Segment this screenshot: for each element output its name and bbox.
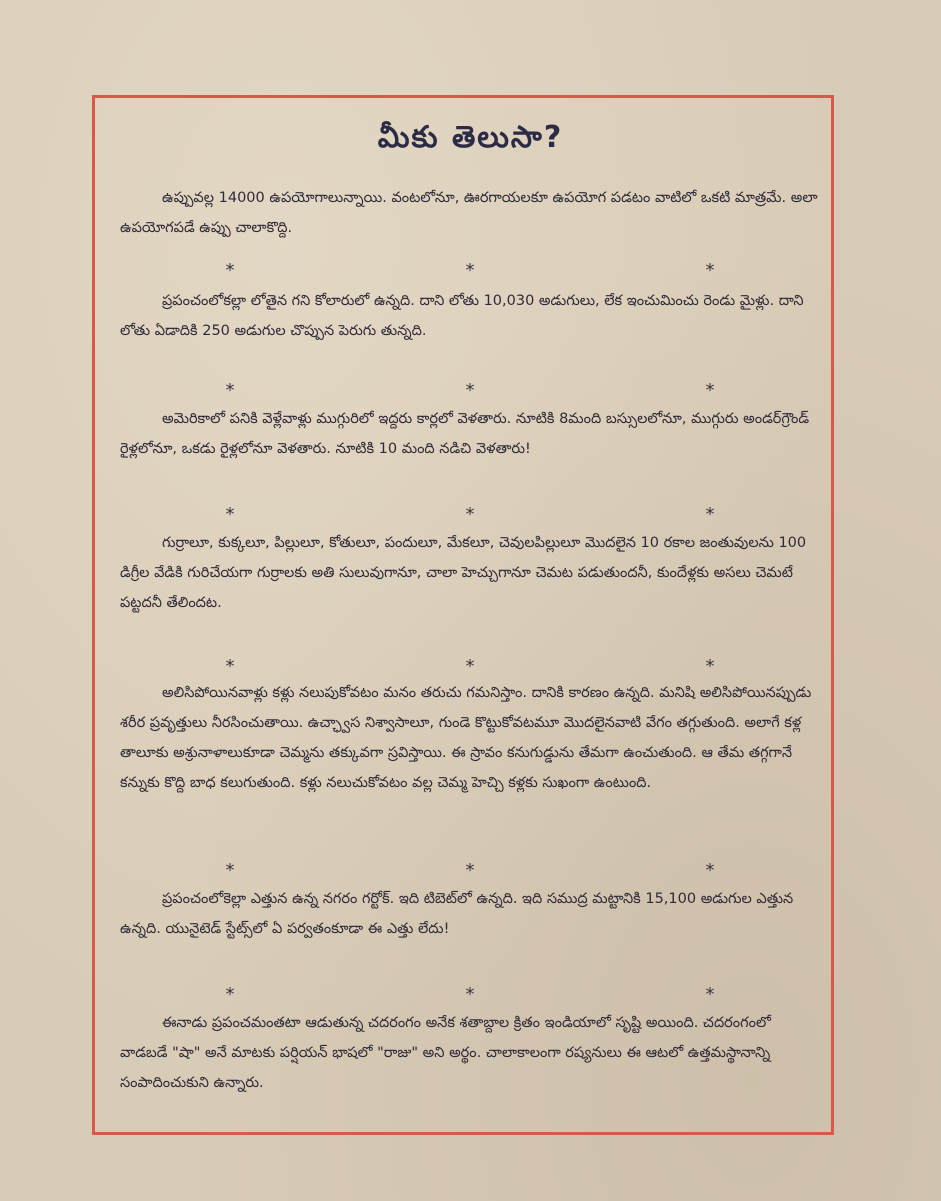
separator-star: * <box>705 504 715 525</box>
page-title: మీకు తెలుసా? <box>377 120 564 155</box>
separator-3 <box>120 504 820 524</box>
paragraph-chess: ఈనాడు ప్రపంచమంతటా ఆడుతున్న చదరంగం అనేక శతాబ్దాల క్రితం ఇండియాలో సృష్టి అయింది. చదరంగంలో వాడబడే "షా" అనే మాటకు పర్షియన్ భాషలో "రాజు" అని అర్థం. చాలాకాలంగా రష్యనులు ఈ ఆటలో ఉత్తమస్థానాన్ని సంపాదించుకుని ఉన్నారు. <box>120 1015 771 1091</box>
paragraph-animals-sweat: గుర్రాలూ, కుక్కలూ, పిల్లులూ, కోతులూ, పందులూ, మేకలూ, చెవులపిల్లులూ మొదలైన 10 రకాల జంతువులను 100 డిగ్రీల వేడికి గురిచేయగా గుర్రాలకు అతి సులువుగానూ, చాలా హెచ్చుగానూ చెమట పడుతుందనీ, కుందేళ్లకు అసలు చెమటే పట్టదనీ తేలిందట. <box>120 535 807 611</box>
separator-star: * <box>225 656 235 677</box>
separator-5 <box>120 860 820 880</box>
separator-star: * <box>465 260 475 281</box>
paragraph-highest-city: ప్రపంచంలోకెల్లా ఎత్తున ఉన్న నగరం గర్టోక్. ఇది టిబెట్‌లో ఉన్నది. ఇది సముద్ర మట్టానికి 15,100 అడుగుల ఎత్తున ఉన్నది. యునైటెడ్ స్టేట్స్‌లో ఏ పర్వతంకూడా ఈ ఎత్తు లేదు! <box>120 891 794 937</box>
separator-star: * <box>225 860 235 881</box>
separator-star: * <box>465 656 475 677</box>
paragraph-tired-eyes: అలిసిపోయినవాళ్లు కళ్లు నలుపుకోవటం మనం తరుచు గమనిస్తాం. దానికి కారణం ఉన్నది. మనిషి అలిసిపోయినప్పుడు శరీర ప్రవృత్తులు నీరసించుతాయి. ఉచ్ఛ్వాస నిశ్వాసాలూ, గుండె కొట్టుకోవటమూ మొదలైనవాటి వేగం తగ్గుతుంది. అలాగే కళ్ల తాలూకు అశ్రునాళాలుకూడా చెమ్మను తక్కువగా స్రవిస్తాయి. ఈ స్రావం కనుగుడ్డును తేమగా ఉంచుతుంది. ఆ తేమ తగ్గగానే కన్నుకు కొద్ది బాధ కలుగుతుంది. కళ్లు నలుచుకోవటం వల్ల చెమ్మ హెచ్చి కళ్లకు సుఖంగా ఉంటుంది. <box>120 685 812 791</box>
separator-6 <box>120 984 820 1004</box>
separator-star: * <box>705 984 715 1005</box>
separator-star: * <box>705 656 715 677</box>
separator-star: * <box>465 860 475 881</box>
separator-star: * <box>465 380 475 401</box>
separator-1 <box>120 260 820 280</box>
separator-4 <box>120 656 820 676</box>
separator-2 <box>120 380 820 400</box>
paragraph-salt: ఉప్పువల్ల 14000 ఉపయోగాలున్నాయి. వంటలోనూ, ఊరగాయలకూ ఉపయోగ పడటం వాటిలో ఒకటి మాత్రమే. అలా ఉపయోగపడే ఉప్పు చాలాకొద్ది. <box>120 190 818 236</box>
separator-star: * <box>225 984 235 1005</box>
separator-star: * <box>705 860 715 881</box>
separator-star: * <box>225 504 235 525</box>
paragraph-mine: ప్రపంచంలోకల్లా లోతైన గని కోలారులో ఉన్నది. దాని లోతు 10,030 అడుగులు, లేక ఇంచుమించు రెండు మైళ్లు. దాని లోతు ఏడాదికి 250 అడుగుల చొప్పున పెరుగు తున్నది. <box>120 293 804 339</box>
separator-star: * <box>225 260 235 281</box>
separator-star: * <box>225 380 235 401</box>
separator-star: * <box>465 504 475 525</box>
separator-star: * <box>705 260 715 281</box>
paragraph-america-commute: అమెరికాలో పనికి వెళ్లేవాళ్లు ముగ్గురిలో ఇద్దరు కార్లలో వెళతారు. నూటికి 8మంది బస్సులలోనూ, ముగ్గురు అండర్‌గ్రౌండ్ రైళ్లలోనూ, ఒకడు రైళ్లలోనూ వెళతారు. నూటికి 10 మంది నడిచి వెళతారు! <box>120 411 810 457</box>
separator-star: * <box>465 984 475 1005</box>
separator-star: * <box>705 380 715 401</box>
